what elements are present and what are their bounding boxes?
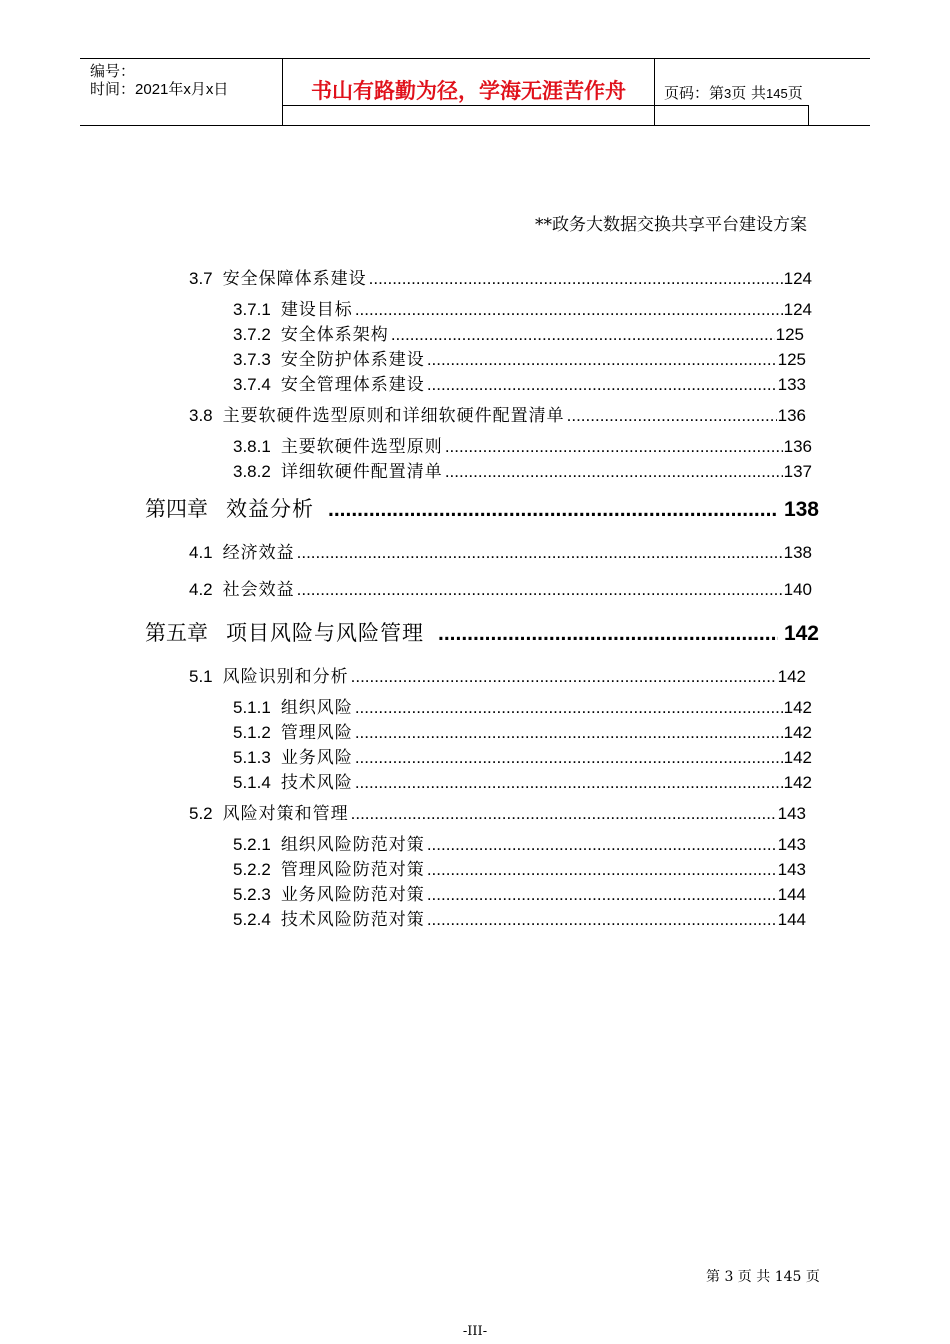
toc-entry[interactable] <box>233 697 812 719</box>
toc-chapter-title: 项目风险与风险管理 <box>226 621 424 645</box>
toc-number: 3.7 <box>189 269 213 288</box>
toc-page-number: 125 <box>775 325 804 344</box>
toc-chapter-title: 效益分析 <box>226 497 314 521</box>
toc-page-number: 143 <box>777 804 806 823</box>
toc-leader-dots <box>427 834 777 856</box>
toc-title: 技术风险防范对策 <box>280 910 425 930</box>
toc-entry[interactable] <box>189 666 806 688</box>
toc-entry[interactable] <box>233 349 806 371</box>
toc-leader-dots <box>427 349 777 371</box>
toc-entry[interactable] <box>233 909 806 931</box>
toc-number: 3.7.4 <box>233 375 271 394</box>
toc-leader-dots <box>355 772 783 794</box>
toc-page-number: 138 <box>783 498 819 521</box>
toc-page-number: 142 <box>783 723 812 742</box>
toc-leader-dots <box>445 461 783 483</box>
toc-chapter-number: 第五章 <box>145 621 208 645</box>
toc-number: 5.1.4 <box>233 773 271 792</box>
toc-number: 3.8.2 <box>233 462 271 481</box>
header-page-mid: 页 共 <box>731 84 767 102</box>
header-page-suffix: 页 <box>787 84 803 102</box>
toc-entry[interactable] <box>189 405 806 427</box>
toc-page-number: 140 <box>783 580 812 599</box>
header-page-label: 页码：第 <box>664 84 725 102</box>
toc-entry[interactable] <box>189 803 806 825</box>
toc-entry[interactable] <box>233 859 806 881</box>
toc-title: 经济效益 <box>222 543 295 563</box>
toc-title: 风险识别和分析 <box>222 667 349 687</box>
toc-leader-dots <box>427 859 777 881</box>
toc-leader-dots <box>567 405 777 427</box>
toc-page-number: 142 <box>783 622 819 645</box>
toc-page-number: 144 <box>777 910 806 929</box>
toc-entry[interactable] <box>189 542 812 564</box>
toc-number: 3.7.1 <box>233 300 271 319</box>
toc-leader-dots <box>351 803 777 825</box>
toc-number: 3.7.2 <box>233 325 271 344</box>
header-motto: 书山有路勤为径，学海无涯苦作舟 <box>311 78 626 103</box>
toc-leader-dots <box>427 884 777 906</box>
toc-title: 主要软硬件选型原则 <box>280 437 443 457</box>
toc-title: 管理风险防范对策 <box>280 860 425 880</box>
toc-title: 风险对策和管理 <box>222 804 349 824</box>
toc-number: 3.8 <box>189 406 213 425</box>
toc-title: 安全体系架构 <box>280 325 389 345</box>
footer-page-number: 第 3 页 共 145 页 <box>706 1269 820 1285</box>
toc-entry[interactable] <box>233 299 812 321</box>
toc-leader-dots <box>297 579 783 601</box>
header-page-current: 3 <box>724 86 732 101</box>
toc-leader-dots <box>427 374 777 396</box>
toc-page-number: 124 <box>783 269 812 288</box>
toc-leader-dots <box>355 299 783 321</box>
toc-page-number: 124 <box>783 300 812 319</box>
toc-page-number: 138 <box>783 543 812 562</box>
toc-entry[interactable] <box>233 834 806 856</box>
toc-page-number: 143 <box>777 835 806 854</box>
toc-number: 5.2.1 <box>233 835 271 854</box>
toc-page-number: 142 <box>777 667 806 686</box>
toc-title: 业务风险防范对策 <box>280 885 425 905</box>
toc-entry[interactable] <box>233 747 812 769</box>
toc-title: 技术风险 <box>280 773 353 793</box>
toc-leader-dots <box>438 620 778 648</box>
header-time-label: 时间： <box>90 80 136 98</box>
toc-number: 5.1.3 <box>233 748 271 767</box>
toc-title: 组织风险防范对策 <box>280 835 425 855</box>
toc-title: 详细软硬件配置清单 <box>280 462 443 482</box>
toc-leader-dots <box>391 324 775 346</box>
header-page-total: 145 <box>766 86 788 101</box>
toc-page-number: 144 <box>777 885 806 904</box>
toc-entry[interactable] <box>233 884 806 906</box>
toc-number: 5.1.2 <box>233 723 271 742</box>
toc-entry[interactable] <box>233 772 812 794</box>
toc-entry[interactable] <box>233 436 812 458</box>
document-title: **政务大数据交换共享平台建设方案 <box>535 215 807 235</box>
toc-title: 组织风险 <box>280 698 353 718</box>
toc-leader-dots <box>355 722 783 744</box>
toc-number: 3.7.3 <box>233 350 271 369</box>
toc-chapter-entry[interactable] <box>145 495 819 524</box>
toc-page-number: 142 <box>783 773 812 792</box>
toc-entry[interactable] <box>233 374 806 396</box>
header-time-value: 2021年x月x日 <box>135 81 229 98</box>
toc-leader-dots <box>328 496 778 524</box>
toc-number: 5.2.2 <box>233 860 271 879</box>
toc-number: 4.1 <box>189 543 213 562</box>
toc-entry[interactable] <box>233 324 804 346</box>
toc-page-number: 136 <box>777 406 806 425</box>
toc-title: 管理风险 <box>280 723 353 743</box>
header-number-label: 编号： <box>90 62 136 80</box>
toc-page-number: 137 <box>783 462 812 481</box>
toc-leader-dots <box>445 436 783 458</box>
toc-page-number: 143 <box>777 860 806 879</box>
toc-title: 安全防护体系建设 <box>280 350 425 370</box>
toc-entry[interactable] <box>233 461 812 483</box>
footer-roman-page: -III- <box>462 1324 488 1339</box>
toc-number: 5.2.3 <box>233 885 271 904</box>
toc-leader-dots <box>355 697 783 719</box>
toc-chapter-entry[interactable] <box>145 619 819 648</box>
toc-leader-dots <box>297 542 783 564</box>
toc-leader-dots <box>355 747 783 769</box>
toc-number: 5.1.1 <box>233 698 271 717</box>
toc-entry[interactable] <box>189 579 812 601</box>
toc-page-number: 125 <box>777 350 806 369</box>
toc-leader-dots <box>351 666 777 688</box>
toc-number: 5.2 <box>189 804 213 823</box>
toc-chapter-number: 第四章 <box>145 497 208 521</box>
toc-title: 业务风险 <box>280 748 353 768</box>
toc-number: 5.1 <box>189 667 213 686</box>
toc-page-number: 136 <box>783 437 812 456</box>
toc-number: 3.8.1 <box>233 437 271 456</box>
toc-page-number: 142 <box>783 748 812 767</box>
toc-title: 建设目标 <box>280 300 353 320</box>
toc-entry[interactable] <box>189 268 812 290</box>
toc-title: 安全管理体系建设 <box>280 375 425 395</box>
toc-title: 主要软硬件选型原则和详细软硬件配置清单 <box>222 406 565 426</box>
toc-number: 4.2 <box>189 580 213 599</box>
toc-number: 5.2.4 <box>233 910 271 929</box>
toc-title: 社会效益 <box>222 580 295 600</box>
toc-leader-dots <box>369 268 783 290</box>
toc-title: 安全保障体系建设 <box>222 269 367 289</box>
toc-entry[interactable] <box>233 722 812 744</box>
toc-leader-dots <box>427 909 777 931</box>
toc-page-number: 142 <box>783 698 812 717</box>
toc-page-number: 133 <box>777 375 806 394</box>
